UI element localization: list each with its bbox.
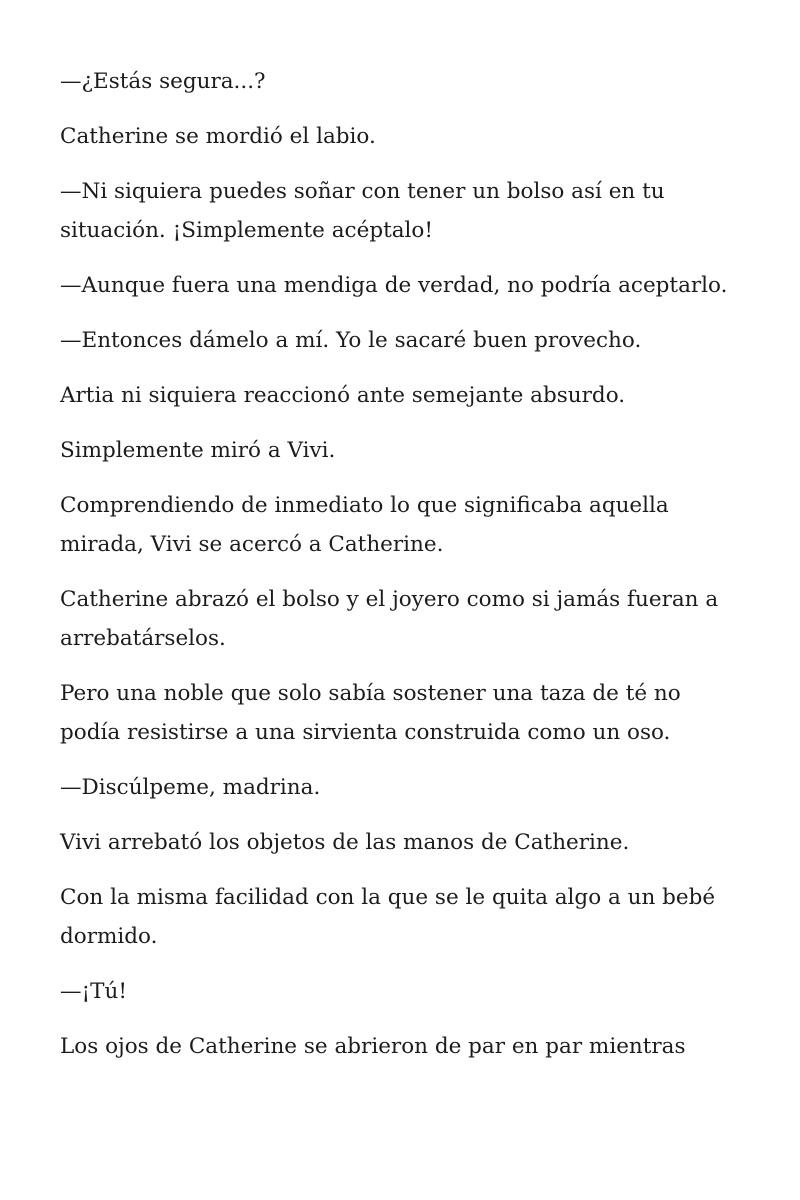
paragraph: Catherine abrazó el bolso y el joyero como si jamás fueran a arrebatárselos.	[60, 587, 719, 651]
paragraph: Vivi arrebató los objetos de las manos de Catherine.	[60, 830, 630, 855]
paragraph: Artia ni siquiera reaccionó ante semejante absurdo.	[60, 383, 626, 408]
paragraph: —Aunque fuera una mendiga de verdad, no podría aceptarlo.	[60, 273, 728, 298]
paragraph: —Entonces dámelo a mí. Yo le sacaré buen provecho.	[60, 328, 642, 353]
paragraph: Catherine se mordió el labio.	[60, 124, 376, 149]
paragraph: Con la misma facilidad con la que se le quita algo a un bebé dormido.	[60, 885, 716, 949]
paragraph: Pero una noble que solo sabía sostener una taza de té no podía resistirse a una sirvienta construida como un oso.	[60, 681, 681, 745]
paragraph: Comprendiendo de inmediato lo que significaba aquella mirada, Vivi se acercó a Catherine.	[60, 493, 669, 557]
paragraph: —¡Tú!	[60, 979, 127, 1004]
paragraph: —¿Estás segura...?	[60, 69, 266, 94]
story-text	[60, 62, 744, 1066]
paragraph: Los ojos de Catherine se abrieron de par en par mientras	[60, 1034, 686, 1059]
paragraph: —Discúlpeme, madrina.	[60, 775, 321, 800]
paragraph: —Ni siquiera puedes soñar con tener un bolso así en tu situación. ¡Simplemente acéptalo!	[60, 179, 665, 243]
paragraph: Simplemente miró a Vivi.	[60, 438, 336, 463]
